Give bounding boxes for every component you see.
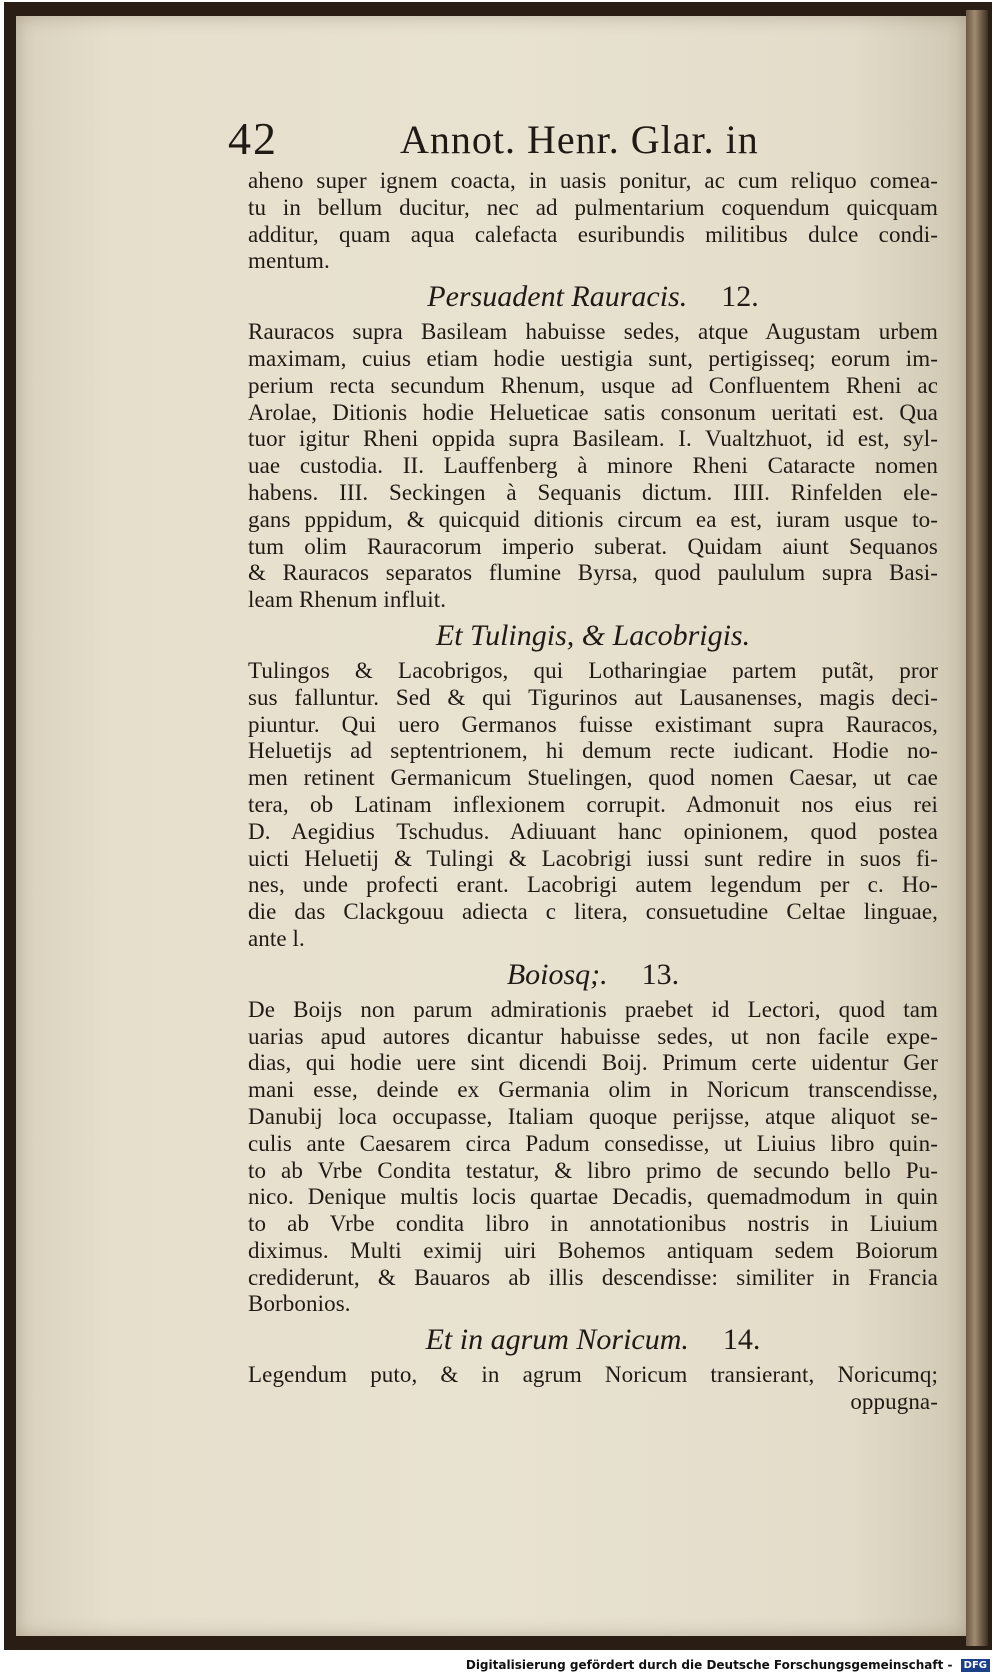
text-line: Legendum puto, & in agrum Noricum transierant, Noricumq; (248, 1362, 938, 1388)
text-line: perium recta secundum Rhenum, usque ad Confluentem Rheni ac (248, 372, 938, 398)
text-line: additur, quam aqua calefacta esuribundis militibus dulce condi- (248, 221, 938, 247)
text-line: tu in bellum ducitur, nec ad pulmentarium coquendum quicquam (248, 194, 938, 220)
page-header (228, 112, 928, 172)
text-line: Borbonios. (248, 1291, 351, 1317)
page-number: 42 (228, 113, 278, 164)
section-heading (248, 275, 938, 319)
text-line: uicti Heluetij & Tulingi & Lacobrigi iussi sunt redire in suos fi- (248, 845, 938, 871)
section-number: 13. (641, 957, 680, 991)
text-line: men retinent Germanicum Stuelingen, quod nomen Caesar, ut cae (248, 765, 938, 791)
text-line: piuntur. Qui uero Germanos fuisse existimant supra Rauracos, (248, 711, 938, 737)
text-line: Tulingos & Lacobrigos, qui Lotharingiae partem putãt, pror (248, 657, 938, 683)
text-line: crediderunt, & Bauaros ab illis descendisse: similiter in Francia (248, 1264, 938, 1290)
section-paragraph (248, 319, 938, 614)
section-title: Boiosq;. (506, 957, 608, 991)
section-paragraph (248, 1362, 938, 1416)
text-line: D. Aegidius Tschudus. Adiuuant hanc opinionem, quod postea (248, 818, 938, 844)
dfg-logo: DFG (961, 1659, 990, 1672)
section-title: Et in agrum Noricum. (425, 1323, 689, 1357)
text-line: mani esse, deinde ex Germania olim in Noricum transcendisse, (248, 1077, 938, 1103)
digitization-credit (466, 1658, 990, 1672)
text-line: diximus. Multi eximij uiri Bohemos antiquam sedem Boiorum (248, 1237, 938, 1263)
section-paragraph (248, 997, 938, 1319)
text-line: sus falluntur. Sed & qui Tigurinos aut Lausanenses, magis deci- (248, 684, 938, 710)
text-line: Arolae, Ditionis hodie Helueticae satis consonum ueritati est. Qua (248, 399, 938, 425)
running-title: Annot. Henr. Glar. in (400, 117, 759, 162)
book-spine (966, 10, 988, 1646)
text-line: nes, unde profecti erant. Lacobrigi autem legendum per c. Ho- (248, 872, 938, 898)
credit-text: Digitalisierung gefördert durch die Deutsche Forschungsgemeinschaft - (465, 1658, 953, 1672)
text-line: uae custodia. II. Lauffenberg à minore Rheni Cataracte nomen (248, 453, 938, 479)
section-title: Et Tulingis, & Lacobrigis. (435, 618, 751, 652)
catchword: oppugna- (850, 1389, 938, 1415)
text-line: Rauracos supra Basileam habuisse sedes, atque Augustam urbem (248, 319, 938, 345)
text-line: tuor igitur Rheni oppida supra Basileam. I. Vualtzhuot, id est, syl- (248, 426, 938, 452)
text-line: habens. III. Seckingen à Sequanis dictum. IIII. Rinfelden ele- (248, 479, 938, 505)
text-line: to ab Vrbe condita libro in annotationibus nostris in Liuium (248, 1211, 938, 1237)
text-line: De Boijs non parum admirationis praebet id Lectori, quod tam (248, 996, 938, 1022)
text-line: gans pppidum, & quicquid ditionis circum ea est, iuram usque to- (248, 506, 938, 532)
text-line: uarias apud autores dicantur habuisse sedes, ut non facile expe- (248, 1023, 938, 1049)
section-number: 14. (722, 1323, 761, 1357)
text-line: maximam, cuius etiam hodie uestigia sunt, pertigisseq; eorum im- (248, 345, 938, 371)
intro-paragraph (248, 168, 938, 275)
section-heading (248, 953, 938, 997)
text-block (248, 168, 938, 1416)
section-number: 12. (721, 280, 759, 314)
text-line: dias, qui hodie uere sint dicendi Boij. Primum certe uidentur Ger (248, 1050, 938, 1076)
text-line: ante l. (248, 925, 305, 951)
text-line: & Rauracos separatos flumine Byrsa, quod paululum supra Basi- (248, 560, 938, 586)
text-line: Danubij loca occupasse, Italiam quoque perijsse, atque aliquot se- (248, 1103, 938, 1129)
text-line: to ab Vrbe Condita testatur, & libro primo de secundo bello Pu- (248, 1157, 938, 1183)
text-line: leam Rhenum influit. (248, 587, 447, 613)
section-title: Persuadent Rauracis. (427, 280, 688, 314)
section-heading (248, 614, 938, 658)
text-line: tera, ob Latinam inflexionem corrupit. Admonuit nos eius rei (248, 791, 938, 817)
section-paragraph (248, 658, 938, 953)
text-line: culis ante Caesarem circa Padum consedisse, ut Liuius libro quin- (248, 1130, 938, 1156)
text-line: tum olim Rauracorum imperio suberat. Quidam aiunt Sequanos (248, 533, 938, 559)
text-line: die das Clackgouu adiecta c litera, consuetudine Celtae linguae, (248, 899, 938, 925)
text-line: mentum. (248, 248, 330, 274)
section-heading (248, 1318, 938, 1362)
text-line: Heluetijs ad septentrionem, hi demum recte iudicant. Hodie no- (248, 738, 938, 764)
text-line: nico. Denique multis locis quartae Decadis, quemadmodum in quin (248, 1184, 938, 1210)
text-line: aheno super ignem coacta, in uasis ponitur, ac cum reliquo comea- (248, 168, 938, 193)
